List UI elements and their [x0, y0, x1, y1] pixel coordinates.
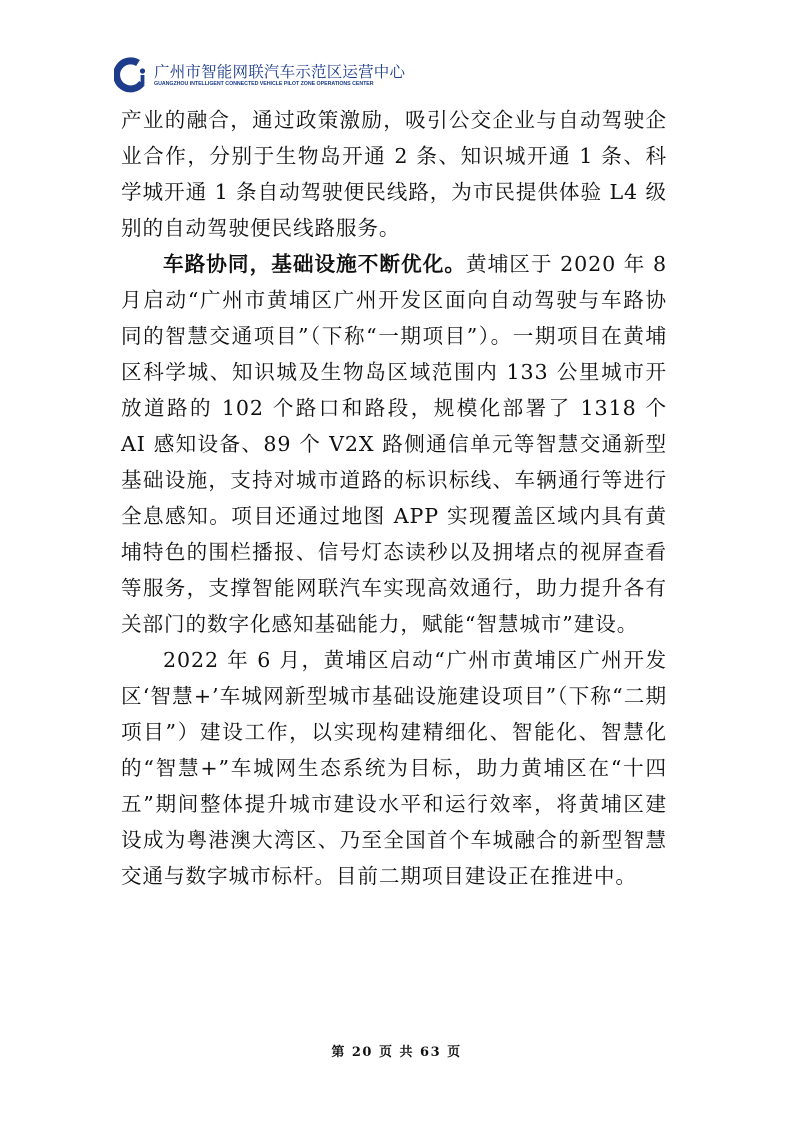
org-name	[154, 63, 405, 88]
paragraph-text: 2022 年 6 月，黄埔区启动“广州市黄埔区广州开发区‘智慧+’车城网新型城市基础设施建设项目”（下称“二期项目”）建设工作，以实现构建精细化、智能化、智慧化的“智慧+”车城网生态系统为目标，助力黄埔区在“十四五”期间整体提升城市建设水平和运行效率，将黄埔区建设成为粤港澳大湾区、乃至全国首个车城融合的新型智慧交通与数字城市标杆。目前二期项目建设正在推进中。	[121, 648, 667, 888]
page-number: 第 20 页 共 63 页	[331, 1045, 462, 1060]
paragraph-text: 产业的融合，通过政策激励，吸引公交企业与自动驾驶企业合作，分别于生物岛开通 2 条、知识城开通 1 条、科学城开通 1 条自动驾驶便民线路，为市民提供体验 L4 级别的自动驾驶便民线路服务。	[121, 108, 667, 240]
org-name-en: GUANGZHOU INTELLIGENT CONNECTED VEHICLE PILOT ZONE OPERATIONS CENTER	[154, 80, 374, 87]
document-body	[121, 102, 667, 894]
paragraph-3	[121, 642, 667, 894]
page-header	[114, 57, 405, 93]
paragraph-text: 黄埔区于 2020 年 8 月启动“广州市黄埔区广州开发区面向自动驾驶与车路协同的智慧交通项目”（下称“一期项目”）。一期项目在黄埔区科学城、知识城及生物岛区域范围内 133 公里城市开放道路的 102 个路口和路段，规模化部署了 1318 个 AI 感知设备、89 个 V2X 路侧通信单元等智慧交通新型基础设施，支持对城市道路的标识标线、车辆通行等进行全息感知。项目还通过地图 APP 实现覆盖区域内具有黄埔特色的围栏播报、信号灯态读秒以及拥堵点的视屏查看等服务，支撑智能网联汽车实现高效通行，助力提升各有关部门的数字化感知基础能力，赋能“智慧城市”建设。	[121, 252, 667, 636]
gci-logo-icon	[114, 57, 150, 93]
paragraph-1	[121, 102, 667, 246]
paragraph-lead-heading: 车路协同，基础设施不断优化。	[163, 252, 466, 276]
paragraph-2	[121, 246, 667, 642]
org-name-cn: 广州市智能网联汽车示范区运营中心	[154, 62, 406, 81]
